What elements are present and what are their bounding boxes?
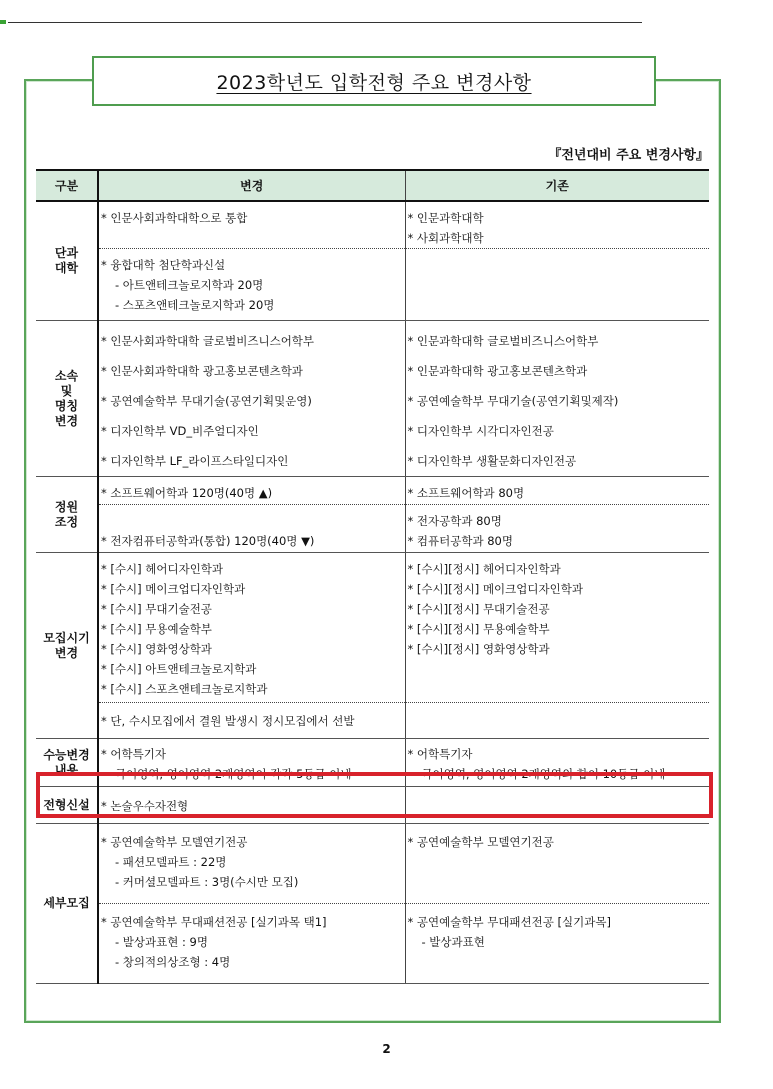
cell-line: * 단, 수시모집에서 결원 발생시 정시모집에서 선발 (101, 714, 355, 728)
change-cell (98, 904, 405, 984)
previous-cell (405, 739, 709, 787)
category-label: 단과 (54, 246, 79, 260)
cell-line: * 전자공학과 80명 (407, 514, 502, 528)
category-label: 대학 (54, 261, 79, 275)
table-row (36, 505, 709, 553)
cell-line: * [수시] 무용예술학부 (101, 622, 212, 636)
change-cell (98, 477, 405, 505)
previous-cell (405, 824, 709, 904)
change-cell (98, 553, 405, 703)
cell-line: - 발상과표현 (421, 935, 485, 949)
category-label: 명칭 (54, 398, 79, 413)
cell-line: * 공연예술학부 모델연기전공 (407, 835, 554, 849)
cell-line: * [수시] 스포츠앤테크놀로지학과 (101, 682, 268, 696)
header-change: 변경 (98, 170, 405, 201)
cell-line: * 인문과학대학 글로벌비즈니스어학부 (407, 334, 599, 348)
category-label: 내용 (54, 762, 79, 777)
category-label: 수능변경 (43, 747, 90, 762)
cell-line: * 어학특기자 (407, 747, 473, 761)
category-label: 및 (60, 383, 73, 398)
cell-line: * 공연예술학부 모델연기전공 (101, 835, 248, 849)
cell-line: * 디자인학부 시각디자인전공 (407, 424, 554, 438)
cell-line: * 공연예술학부 무대기술(공연기획및운영) (101, 394, 312, 408)
change-cell (98, 787, 405, 824)
cell-line: * [수시][정시] 무대기술전공 (407, 602, 550, 616)
table-body (36, 201, 709, 984)
cell-line: - 스포츠앤테크놀로지학과 20명 (115, 298, 275, 312)
table-row (36, 824, 709, 904)
category-label: 세부모집 (43, 896, 90, 910)
table-row (36, 477, 709, 505)
cell-line: * 공연예술학부 무대패션전공 [실기과목 택1] (101, 915, 327, 929)
top-rule (8, 22, 642, 23)
table-row (36, 553, 709, 703)
category-label: 소속 (54, 368, 79, 383)
table-subtitle: 『전년대비 주요 변경사항』 (548, 148, 709, 163)
category-cell (36, 321, 98, 477)
header-category: 구분 (36, 170, 98, 201)
change-cell (98, 249, 405, 321)
table-row (36, 201, 709, 249)
cell-line: 국어영역, 영어영역 2개영역이 각각 5등급 이내 (115, 767, 352, 781)
cell-line: * [수시][정시] 영화영상학과 (407, 642, 550, 656)
cell-line: * 융합대학 첨단학과신설 (101, 258, 226, 272)
table-row (36, 904, 709, 984)
change-cell (98, 703, 405, 739)
change-cell (98, 201, 405, 249)
title-box (92, 56, 656, 106)
change-cell (98, 321, 405, 477)
cell-line: * 소프트웨어학과 120명(40명 ▲) (101, 486, 273, 500)
table-header-row (36, 170, 709, 201)
cell-line: - 패션모델파트 : 22명 (115, 855, 227, 869)
cell-line: * 인문과학대학 광고홍보콘텐츠학과 (407, 364, 588, 378)
cell-line: * 사회과학대학 (407, 231, 484, 245)
category-label: 변경 (54, 645, 79, 660)
cell-line: * 논술우수자전형 (101, 799, 189, 813)
previous-cell (405, 249, 709, 321)
cell-line: * [수시][정시] 무용예술학부 (407, 622, 550, 636)
page-title: 2023학년도 입학전형 주요 변경사항 (216, 71, 532, 94)
category-label: 전형신설 (43, 797, 90, 812)
cell-line: * 인문사회과학대학으로 통합 (101, 211, 248, 225)
previous-cell (405, 477, 709, 505)
category-label: 변경 (54, 413, 79, 428)
cell-line: 국어영역, 영어영역 2개영역의 합이 10등급 이내 (421, 767, 666, 781)
previous-cell (405, 703, 709, 739)
category-cell (36, 824, 98, 984)
table-row (36, 703, 709, 739)
category-label: 정원 (54, 499, 79, 514)
cell-line: - 발상과표현 : 9명 (115, 935, 208, 949)
cell-line: * 공연예술학부 무대패션전공 [실기과목] (407, 915, 611, 929)
change-cell (98, 739, 405, 787)
cell-line: * 전자컴퓨터공학과(통합) 120명(40명 ▼) (101, 534, 315, 548)
category-label: 조정 (54, 514, 79, 529)
previous-cell (405, 787, 709, 824)
previous-cell (405, 904, 709, 984)
top-accent-mark (0, 20, 6, 24)
cell-line: - 커머셜모델파트 : 3명(수시만 모집) (115, 875, 299, 889)
cell-line: * 컴퓨터공학과 80명 (407, 534, 513, 548)
cell-line: * [수시] 메이크업디자인학과 (101, 582, 246, 596)
cell-line (101, 511, 403, 531)
cell-line: * [수시][정시] 메이크업디자인학과 (407, 582, 583, 596)
cell-line: - 창의적의상조형 : 4명 (115, 955, 231, 969)
category-cell (36, 553, 98, 739)
cell-line: * 인문과학대학 (407, 211, 484, 225)
previous-cell (405, 201, 709, 249)
cell-line: * 디자인학부 VD_비주얼디자인 (101, 424, 259, 438)
category-cell (36, 739, 98, 787)
table-row (36, 739, 709, 787)
cell-line: * 소프트웨어학과 80명 (407, 486, 525, 500)
cell-line: * [수시] 영화영상학과 (101, 642, 212, 656)
category-cell (36, 477, 98, 553)
cell-line: * 디자인학부 생활문화디자인전공 (407, 454, 577, 468)
page-number: 2 (382, 1042, 391, 1056)
category-label: 모집시기 (43, 630, 90, 645)
cell-line: * 인문사회과학대학 글로벌비즈니스어학부 (101, 334, 315, 348)
cell-line: * 디자인학부 LF_라이프스타일디자인 (101, 454, 289, 468)
cell-line: * 공연예술학부 무대기술(공연기획및제작) (407, 394, 619, 408)
change-cell (98, 824, 405, 904)
changes-table (36, 169, 709, 984)
previous-cell (405, 321, 709, 477)
table-row (36, 321, 709, 477)
previous-cell (405, 505, 709, 553)
category-cell (36, 201, 98, 321)
cell-line: * 인문사회과학대학 광고홍보콘텐츠학과 (101, 364, 303, 378)
table-row (36, 249, 709, 321)
category-cell (36, 787, 98, 824)
previous-cell (405, 553, 709, 703)
table-row (36, 787, 709, 824)
cell-line: * [수시] 무대기술전공 (101, 602, 212, 616)
cell-line: * 어학특기자 (101, 747, 166, 761)
cell-line: * [수시] 아트앤테크놀로지학과 (101, 662, 257, 676)
cell-line: * [수시] 헤어디자인학과 (101, 562, 224, 576)
cell-line: * [수시][정시] 헤어디자인학과 (407, 562, 561, 576)
header-previous: 기존 (405, 170, 709, 201)
change-cell (98, 505, 405, 553)
cell-line: - 아트앤테크놀로지학과 20명 (115, 278, 264, 292)
